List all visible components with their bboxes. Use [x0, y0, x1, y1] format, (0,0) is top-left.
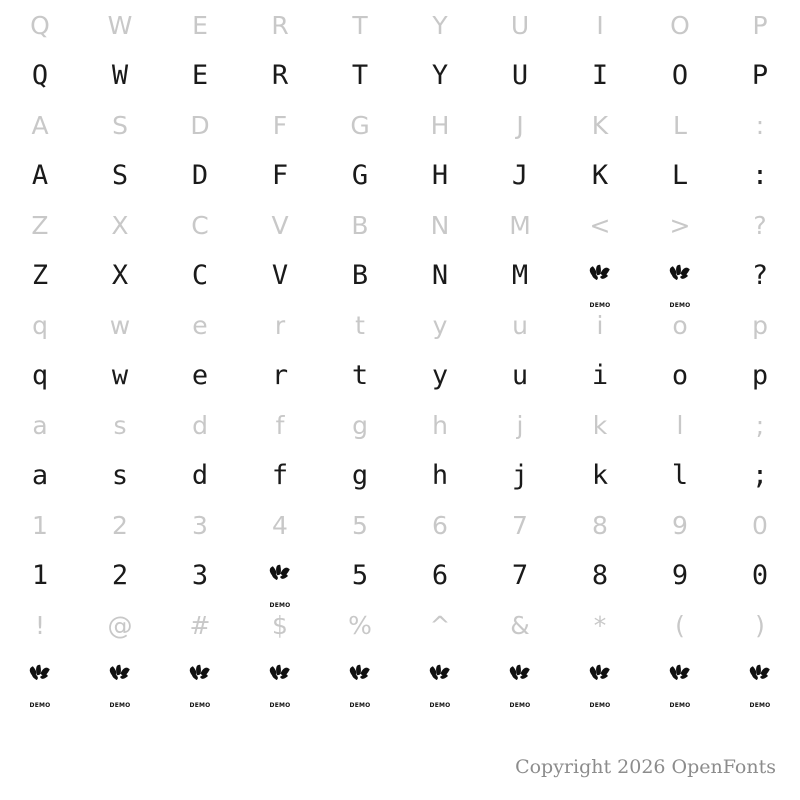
- key-label-cell: M: [509, 211, 531, 240]
- key-label-cell: w: [109, 311, 131, 340]
- key-label-cell: a: [32, 411, 48, 440]
- key-label-cell: >: [669, 211, 691, 240]
- key-label-row: [0, 104, 800, 148]
- demo-watermark-icon: [160, 648, 240, 709]
- glyph-cell: 0: [751, 560, 769, 591]
- glyph-cell: V: [271, 260, 289, 291]
- glyph-cell: 5: [351, 560, 369, 591]
- key-label-cell: Y: [432, 11, 448, 40]
- demo-mark: [669, 665, 691, 709]
- glyph-cell: U: [511, 60, 529, 91]
- glyph-row: [0, 248, 800, 309]
- glyph-cell: a: [31, 460, 49, 491]
- demo-mark: [749, 665, 771, 709]
- glyph-cell: D: [191, 160, 209, 191]
- glyph-cell: T: [351, 60, 369, 91]
- demo-watermark-icon: [640, 248, 720, 309]
- key-label-cell: 2: [112, 511, 128, 540]
- demo-watermark-icon: [240, 648, 320, 709]
- demo-mark-label: DEMO: [589, 301, 611, 309]
- glyph-cell: q: [31, 360, 49, 391]
- glyph-cell: K: [591, 160, 609, 191]
- glyph-cell: 6: [431, 560, 449, 591]
- key-label-cell: l: [676, 411, 684, 440]
- key-label-cell: o: [672, 311, 688, 340]
- glyph-cell: 3: [191, 560, 209, 591]
- key-label-cell: J: [516, 111, 524, 140]
- key-label-cell: f: [275, 411, 285, 440]
- key-label-cell: d: [192, 411, 208, 440]
- demo-mark-label: DEMO: [669, 301, 691, 309]
- key-label-cell: h: [432, 411, 448, 440]
- glyph-cell: r: [271, 360, 289, 391]
- glyph-cell: y: [431, 360, 449, 391]
- demo-watermark-icon: [320, 648, 400, 709]
- key-label-cell: !: [34, 611, 46, 640]
- key-label-cell: ;: [755, 411, 765, 440]
- key-label-cell: D: [190, 111, 210, 140]
- glyph-cell: l: [671, 460, 689, 491]
- key-label-cell: 7: [512, 511, 528, 540]
- glyph-cell: i: [591, 360, 609, 391]
- glyph-cell: ?: [751, 260, 769, 291]
- demo-watermark-icon: [640, 648, 720, 709]
- glyph-cell: J: [511, 160, 529, 191]
- key-label-cell: F: [272, 111, 288, 140]
- demo-mark-label: DEMO: [29, 701, 51, 709]
- key-label-cell: (: [675, 611, 685, 640]
- key-label-cell: %: [348, 611, 372, 640]
- key-label-cell: &: [510, 611, 530, 640]
- glyph-row: [0, 548, 800, 609]
- key-label-cell: 9: [672, 511, 688, 540]
- glyph-cell: O: [671, 60, 689, 91]
- key-label-cell: S: [112, 111, 128, 140]
- key-label-cell: Q: [30, 11, 50, 40]
- key-label-cell: <: [589, 211, 611, 240]
- glyph-cell: S: [111, 160, 129, 191]
- glyph-cell: C: [191, 260, 209, 291]
- key-label-cell: i: [596, 311, 604, 340]
- glyph-row: [0, 348, 800, 404]
- demo-mark-label: DEMO: [669, 701, 691, 709]
- key-label-cell: X: [111, 211, 129, 240]
- demo-mark-label: DEMO: [509, 701, 531, 709]
- key-label-cell: e: [192, 311, 208, 340]
- demo-mark-label: DEMO: [349, 701, 371, 709]
- copyright-footer: Copyright 2026 OpenFonts: [515, 756, 776, 778]
- demo-mark: [589, 665, 611, 709]
- key-label-cell: O: [670, 11, 690, 40]
- demo-mark: [29, 665, 51, 709]
- key-label-cell: L: [673, 111, 687, 140]
- glyph-cell: g: [351, 460, 369, 491]
- key-label-cell: ): [755, 611, 765, 640]
- key-label-cell: s: [113, 411, 127, 440]
- demo-watermark-icon: [560, 648, 640, 709]
- key-label-cell: @: [107, 611, 133, 640]
- glyph-cell: L: [671, 160, 689, 191]
- key-label-cell: *: [593, 611, 607, 640]
- key-label-row: [0, 204, 800, 248]
- glyph-cell: P: [751, 60, 769, 91]
- key-label-cell: 8: [592, 511, 608, 540]
- glyph-cell: ;: [751, 460, 769, 491]
- glyph-cell: u: [511, 360, 529, 391]
- key-label-cell: I: [596, 11, 604, 40]
- key-label-cell: 6: [432, 511, 448, 540]
- key-label-cell: T: [352, 11, 368, 40]
- key-label-cell: ?: [753, 211, 767, 240]
- glyph-row: [0, 648, 800, 709]
- glyph-cell: Y: [431, 60, 449, 91]
- key-label-row: [0, 4, 800, 48]
- key-label-cell: R: [271, 11, 289, 40]
- glyph-cell: G: [351, 160, 369, 191]
- glyph-cell: Q: [31, 60, 49, 91]
- glyph-cell: X: [111, 260, 129, 291]
- key-label-cell: H: [430, 111, 450, 140]
- demo-mark: [669, 265, 691, 309]
- key-label-cell: 1: [32, 511, 48, 540]
- demo-mark: [109, 665, 131, 709]
- demo-watermark-icon: [560, 248, 640, 309]
- key-label-cell: Z: [31, 211, 49, 240]
- demo-mark: [349, 665, 371, 709]
- glyph-cell: N: [431, 260, 449, 291]
- key-label-row: [0, 404, 800, 448]
- key-label-cell: g: [352, 411, 368, 440]
- demo-mark: [269, 665, 291, 709]
- glyph-cell: o: [671, 360, 689, 391]
- glyph-cell: h: [431, 460, 449, 491]
- demo-mark-label: DEMO: [589, 701, 611, 709]
- glyph-cell: 7: [511, 560, 529, 591]
- key-label-cell: K: [591, 111, 609, 140]
- demo-watermark-icon: [480, 648, 560, 709]
- glyph-cell: 8: [591, 560, 609, 591]
- demo-watermark-icon: [400, 648, 480, 709]
- glyph-cell: d: [191, 460, 209, 491]
- glyph-cell: 1: [31, 560, 49, 591]
- key-label-cell: p: [752, 311, 768, 340]
- demo-mark: [429, 665, 451, 709]
- glyph-cell: A: [31, 160, 49, 191]
- glyph-cell: M: [511, 260, 529, 291]
- key-label-cell: y: [432, 311, 448, 340]
- glyph-row: [0, 48, 800, 104]
- glyph-cell: W: [111, 60, 129, 91]
- glyph-row: [0, 448, 800, 504]
- key-label-cell: t: [355, 311, 365, 340]
- glyph-cell: p: [751, 360, 769, 391]
- glyph-cell: w: [111, 360, 129, 391]
- key-label-cell: q: [32, 311, 48, 340]
- key-label-row: [0, 504, 800, 548]
- key-label-cell: B: [351, 211, 369, 240]
- demo-mark-label: DEMO: [269, 701, 291, 709]
- key-label-cell: C: [191, 211, 209, 240]
- demo-mark-label: DEMO: [429, 701, 451, 709]
- demo-mark: [189, 665, 211, 709]
- key-label-cell: 4: [272, 511, 288, 540]
- key-label-cell: j: [516, 411, 524, 440]
- key-label-cell: ^: [429, 611, 451, 640]
- glyph-cell: H: [431, 160, 449, 191]
- demo-watermark-icon: [240, 548, 320, 609]
- key-label-cell: 3: [192, 511, 208, 540]
- demo-watermark-icon: [720, 648, 800, 709]
- glyph-cell: k: [591, 460, 609, 491]
- glyph-cell: t: [351, 360, 369, 391]
- key-label-cell: U: [510, 11, 530, 40]
- glyph-cell: f: [271, 460, 289, 491]
- glyph-cell: 2: [111, 560, 129, 591]
- key-label-cell: u: [512, 311, 528, 340]
- glyph-cell: s: [111, 460, 129, 491]
- key-label-cell: r: [274, 311, 286, 340]
- glyph-cell: 9: [671, 560, 689, 591]
- key-label-cell: 5: [352, 511, 368, 540]
- key-label-cell: 0: [752, 511, 768, 540]
- glyph-cell: R: [271, 60, 289, 91]
- key-label-row: [0, 604, 800, 648]
- key-label-cell: N: [430, 211, 450, 240]
- glyph-cell: I: [591, 60, 609, 91]
- key-label-cell: W: [107, 11, 133, 40]
- key-label-cell: V: [271, 211, 289, 240]
- glyph-cell: B: [351, 260, 369, 291]
- key-label-cell: A: [31, 111, 49, 140]
- glyph-cell: Z: [31, 260, 49, 291]
- demo-mark: [269, 565, 291, 609]
- demo-mark: [589, 265, 611, 309]
- glyph-cell: F: [271, 160, 289, 191]
- glyph-row: [0, 148, 800, 204]
- key-label-cell: $: [272, 611, 288, 640]
- demo-mark-label: DEMO: [269, 601, 291, 609]
- glyph-cell: j: [511, 460, 529, 491]
- glyph-cell: :: [751, 160, 769, 191]
- demo-watermark-icon: [0, 648, 80, 709]
- glyph-cell: e: [191, 360, 209, 391]
- key-label-cell: #: [189, 611, 211, 640]
- demo-mark-label: DEMO: [189, 701, 211, 709]
- glyph-cell: E: [191, 60, 209, 91]
- key-label-cell: G: [350, 111, 370, 140]
- key-label-cell: E: [192, 11, 208, 40]
- key-label-cell: :: [755, 111, 765, 140]
- key-label-cell: P: [752, 11, 768, 40]
- demo-mark-label: DEMO: [109, 701, 131, 709]
- demo-watermark-icon: [80, 648, 160, 709]
- demo-mark-label: DEMO: [749, 701, 771, 709]
- demo-mark: [509, 665, 531, 709]
- key-label-cell: k: [592, 411, 608, 440]
